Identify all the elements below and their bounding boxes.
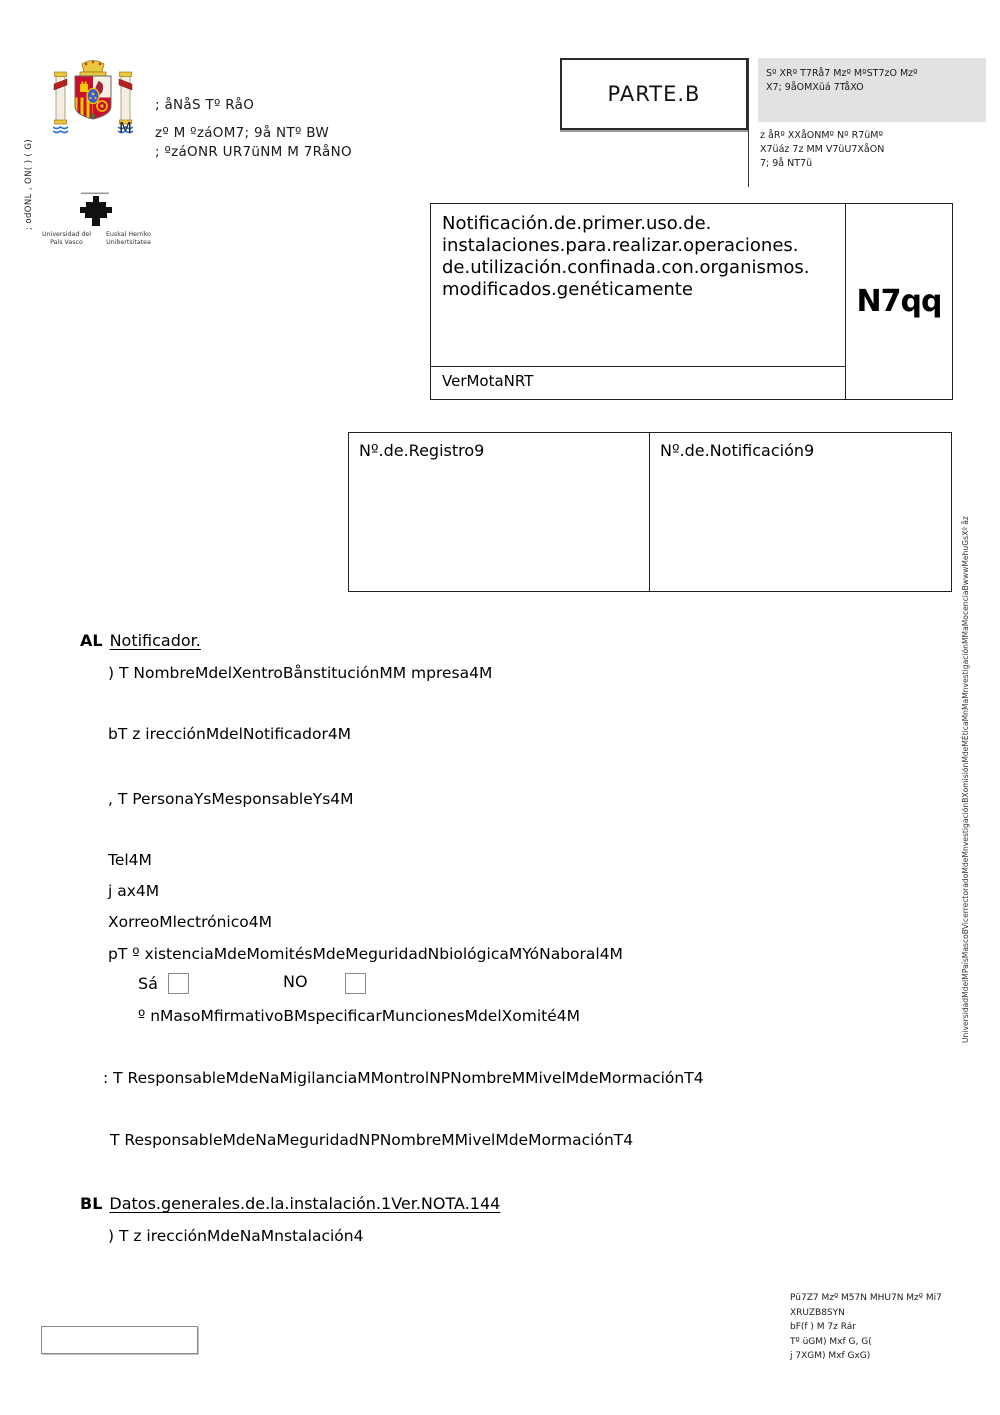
parte-b-box (560, 58, 748, 130)
checkbox-si[interactable] (168, 973, 189, 994)
address-line: Pü7Z7 Mzº M57N MHU7N Mzº Mi7 (790, 1293, 942, 1303)
right-margin-vertical-text: UniversidadMdelMPaísMascoBVicerrectoradoMdeMnvestigaciónBXomisiónMdeMÉticaMnMaMnvestigaciónMMaMocenciaBwwwMehuGsXº åz (961, 516, 970, 1043)
form-title (431, 204, 845, 366)
field-label-responsable-vigilancia: : T ResponsableMdeNaMigilanciaMMontrolNPNombreMMivelMdeMormaciónT4 (103, 1069, 704, 1087)
ministry-stray-glyph: M (119, 119, 132, 137)
checkbox-label-no: NO (283, 972, 308, 991)
address-line: j 7XGM) Mxf GxG) (790, 1351, 871, 1361)
field-label-telefono: Tel4M (108, 851, 152, 869)
ministry-line-3: ; ºzáONR UR7üNM M 7RåNO (155, 144, 352, 160)
field-label-responsable-seguridad: T ResponsableMdeNaMeguridadNPNombreMMivelMdeMormaciónT4 (110, 1131, 634, 1149)
register-box (348, 432, 952, 592)
form-code: N7qq (856, 284, 942, 319)
form-code-cell (846, 204, 952, 399)
direction-general-block (760, 129, 884, 171)
form-title-line: modificados.genéticamente (442, 278, 693, 300)
upv-ehu-captions (38, 231, 158, 247)
parte-b-label: PARTE.B (607, 82, 701, 106)
section-a-heading (80, 631, 201, 650)
form-title-line: instalaciones.para.realizar.operaciones. (442, 234, 799, 256)
form-title-line: de.utilización.confinada.con.organismos. (442, 256, 810, 278)
header-divider-line (748, 58, 749, 187)
secretariat-line-2: X7; 9åOMXüá 7TåXO (766, 82, 864, 93)
address-block (790, 1291, 942, 1364)
field-label-direccion-notificador: bT z irecciónMdelNotificador4M (108, 725, 352, 743)
field-label-correo-electronico: XorreoMlectrónico4M (108, 913, 272, 931)
section-b-title: Datos.generales.de.la.instalación.1Ver.NOTA.144 (109, 1194, 501, 1213)
field-label-comites-seguridad: pT º xistenciaMdeMomitésMdeMeguridadNbiológicaMYóNaboral4M (108, 945, 623, 963)
field-label-direccion-instalacion: ) T z irecciónMdeNaMnstalación4 (108, 1227, 364, 1245)
section-a-prefix: AL (80, 631, 103, 650)
notificacion-field[interactable]: Nº.de.Notificación9 (660, 441, 815, 460)
ministry-line-2: zº M ºzáOM7; 9å NTº BW (155, 125, 329, 141)
registro-field[interactable]: Nº.de.Registro9 (349, 433, 650, 591)
section-b-heading (80, 1194, 500, 1213)
field-label-especificar-funciones: º nMasoMfirmativoBMspecificarMuncionesMdelXomité4M (138, 1007, 580, 1025)
field-label-fax: j ax4M (108, 882, 160, 900)
secretariat-line-1: Sº XRº T7Rå7 Mzº MºST7zO Mzº (766, 68, 918, 79)
form-title-box (430, 203, 953, 400)
upv-ehu-caption-es: Universidad del País Vasco (41, 231, 92, 246)
checkbox-no[interactable] (345, 973, 366, 994)
left-margin-vertical-text: ; odONL , ON( ) ( G) (24, 138, 34, 230)
field-label-personas-responsables: , T PersonaYsMesponsableYs4M (108, 790, 354, 808)
ministry-line-1: ; åNåS Tº RåO (155, 97, 255, 113)
section-a-title: Notificador. (109, 631, 201, 650)
checkbox-label-si: Sá (138, 974, 158, 993)
direction-line: X7üáz 7z MM V7üU7XåON (760, 144, 885, 155)
form-title-left-cell (431, 204, 846, 399)
upv-ehu-tree-icon (73, 192, 117, 230)
field-label-nombre-centro: ) T NombreMdelXentroBånstituciónMM mpresa4M (108, 664, 493, 682)
address-line: bF(f ) M 7z Rár (790, 1322, 857, 1332)
upv-ehu-caption-eu: Euskal Herriko Unibertsitatea (105, 231, 152, 246)
direction-line: z åRº XXåONMº Nº R7üMº (760, 130, 883, 141)
address-line: XRUZB8SYN (790, 1307, 845, 1318)
section-b-prefix: BL (80, 1194, 103, 1213)
direction-line: 7; 9å NT7ü (760, 158, 813, 169)
secretariat-box (758, 58, 986, 122)
address-line: Tº üGM) Mxf G, G( (790, 1336, 872, 1347)
form-title-line: Notificación.de.primer.uso.de. (442, 213, 712, 234)
bottom-left-input-box[interactable] (41, 1326, 198, 1354)
upv-ehu-logo (73, 192, 117, 234)
form-title-note: VerMotaNRT (431, 366, 845, 399)
